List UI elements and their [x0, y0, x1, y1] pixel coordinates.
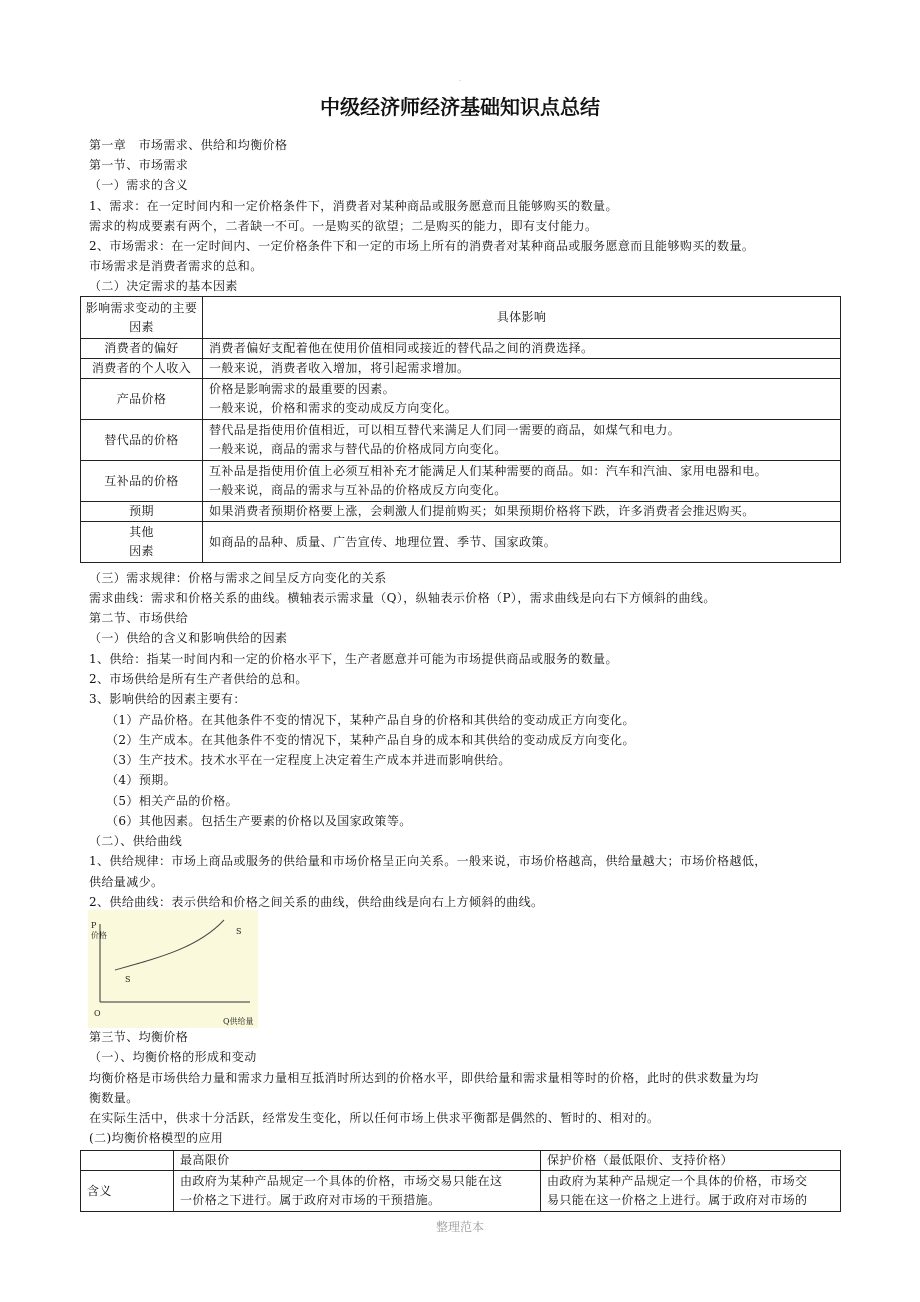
paragraph: 衡数量。 [89, 1091, 139, 1105]
paragraph: 需求曲线：需求和价格关系的曲线。横轴表示需求量（Q），纵轴表示价格（P），需求曲线是向右下方倾斜的曲线。 [89, 591, 716, 605]
paragraph: 1、供给规律：市场上商品或服务的供给量和市场价格呈正向关系。一般来说，市场价格越高，供给量越大；市场价格越低， [89, 854, 767, 868]
list-item: （1）产品价格。在其他条件不变的情况下，某种产品自身的价格和其供给的变动成正方向变化。 [106, 713, 635, 727]
chapter-heading: 第一章 市场需求、供给和均衡价格 [89, 138, 288, 152]
effect-cell: 如果消费者预期价格要上涨，会刺激人们提前购买；如果预期价格将下跌，许多消费者会推迟购买。 [203, 502, 841, 522]
paragraph: 供给量减少。 [89, 875, 164, 889]
subsection-heading: （二）决定需求的基本因素 [89, 279, 238, 293]
cell-line: 一价格之下进行。属于政府对市场的干预措施。 [180, 1193, 441, 1207]
paragraph: 3、影响供给的因素主要有： [89, 692, 246, 706]
header-cell: 影响需求变动的主要因素 [81, 297, 203, 339]
header-mark: . [458, 74, 462, 83]
factor-line: 其他 [129, 525, 154, 539]
factor-cell: 消费者的个人收入 [81, 359, 203, 379]
table-row [81, 359, 841, 379]
list-item: （5）相关产品的价格。 [106, 794, 239, 808]
curve-label-s-lower: S [125, 975, 131, 984]
effect-line: 一般来说，商品的需求与替代品的价格成同方向变化。 [209, 442, 507, 456]
paragraph: 在实际生活中，供求十分活跃，经常发生变化，所以任何市场上供求平衡都是偶然的、暂时的、相对的。 [89, 1111, 660, 1125]
paragraph: 需求的构成要素有两个，二者缺一不可。一是购买的欲望；二是购买的能力，即有支付能力。 [89, 219, 598, 233]
section-heading: 第二节、市场供给 [89, 611, 189, 625]
effect-line: 替代品是指使用价值相近，可以相互替代来满足人们同一需要的商品，如煤气和电力。 [209, 423, 681, 437]
factor-cell: 互补品的价格 [81, 461, 203, 502]
factor-line: 因素 [129, 544, 154, 558]
paragraph: 市场需求是消费者需求的总和。 [89, 259, 263, 273]
demand-factors-table [80, 296, 841, 563]
table-header-row [81, 1151, 841, 1171]
factor-cell: 消费者的偏好 [81, 339, 203, 359]
paragraph: 2、供给曲线：表示供给和价格之间关系的曲线，供给曲线是向右上方倾斜的曲线。 [89, 895, 544, 909]
floor-price-cell [541, 1171, 841, 1212]
header-cell: 最高限价 [174, 1151, 541, 1171]
effect-cell [203, 379, 841, 420]
page-title: 中级经济师经济基础知识点总结 [320, 95, 600, 119]
list-item: （2）生产成本。在其他条件不变的情况下，某种产品自身的成本和其供给的变动成反方向变化。 [106, 733, 635, 747]
table-row [81, 461, 841, 502]
subsection-heading: （一）需求的含义 [89, 178, 189, 192]
y-axis-label-price: 价格 [91, 931, 107, 940]
header-cell: 保护价格（最低限价、支持价格） [541, 1151, 841, 1171]
cell-line: 由政府为某种产品规定一个具体的价格，市场交 [547, 1174, 808, 1188]
effect-line: 价格是影响需求的最重要的因素。 [209, 382, 396, 396]
factor-cell: 产品价格 [81, 379, 203, 420]
table-header-row [81, 297, 841, 339]
effect-cell [203, 461, 841, 502]
table-row [81, 1171, 841, 1212]
supply-curve-svg [88, 910, 258, 1028]
page-footer: 整理范本 [435, 1220, 484, 1234]
factor-cell [81, 522, 203, 563]
factor-cell: 预期 [81, 502, 203, 522]
paragraph: 2、市场需求：在一定时间内、一定价格条件下和一定的市场上所有的消费者对某种商品或服务愿意而且能够购买的数量。 [89, 239, 755, 253]
paragraph: 均衡价格是市场供给力量和需求力量相互抵消时所达到的价格水平，即供给量和需求量相等时的价格，此时的供求数量为均 [89, 1071, 759, 1085]
subsection-heading: （一）供给的含义和影响供给的因素 [89, 631, 288, 645]
effect-line: 互补品是指使用价值上必须互相补充才能满足人们某种需要的商品。如：汽车和汽油、家用电器和电。 [209, 464, 768, 478]
price-control-table [80, 1150, 841, 1212]
list-item: （6）其他因素。包括生产要素的价格以及国家政策等。 [106, 814, 412, 828]
origin-label: O [94, 1009, 101, 1018]
effect-cell: 如商品的品种、质量、广告宣传、地理位置、季节、国家政策。 [203, 522, 841, 563]
header-cell: 具体影响 [203, 297, 841, 339]
paragraph: 2、市场供给是所有生产者供给的总和。 [89, 672, 308, 686]
factor-cell: 替代品的价格 [81, 420, 203, 461]
effect-line: 一般来说，价格和需求的变动成反方向变化。 [209, 401, 458, 415]
paragraph: 1、供给：指某一时间内和一定的价格水平下，生产者愿意并可能为市场提供商品或服务的数量。 [89, 652, 618, 666]
y-axis-label-p: P [91, 921, 97, 930]
subsection-heading: （三）需求规律：价格与需求之间呈反方向变化的关系 [89, 571, 387, 585]
cell-line: 由政府为某种产品规定一个具体的价格，市场交易只能在这 [180, 1174, 503, 1188]
list-item: （4）预期。 [106, 773, 177, 787]
curve-label-s-upper: S [236, 927, 242, 936]
x-axis-label: Q供给量 [223, 1017, 254, 1026]
effect-line: 一般来说，商品的需求与互补品的价格成反方向变化。 [209, 483, 507, 497]
effect-cell: 一般来说，消费者收入增加，将引起需求增加。 [203, 359, 841, 379]
supply-curve [115, 920, 224, 970]
header-cell [81, 1151, 174, 1171]
ceiling-price-cell [174, 1171, 541, 1212]
table-row [81, 379, 841, 420]
paragraph: 1、需求：在一定时间内和一定价格条件下，消费者对某种商品或服务愿意而且能够购买的数量。 [89, 199, 618, 213]
row-label-cell: 含义 [81, 1171, 174, 1212]
list-item: （3）生产技术。技术水平在一定程度上决定着生产成本并进而影响供给。 [106, 753, 511, 767]
section-heading: 第三节、均衡价格 [89, 1030, 189, 1044]
table-row [81, 502, 841, 522]
effect-cell: 消费者偏好支配着他在使用价值相同或接近的替代品之间的消费选择。 [203, 339, 841, 359]
subsection-heading: （一）、均衡价格的形成和变动 [89, 1050, 257, 1064]
table-row [81, 420, 841, 461]
section-heading: 第一节、市场需求 [89, 158, 189, 172]
cell-line: 易只能在这一价格之上进行。属于政府对市场的 [547, 1193, 808, 1207]
supply-curve-chart [88, 910, 258, 1028]
subsection-heading: （二）、供给曲线 [89, 834, 183, 848]
effect-cell [203, 420, 841, 461]
table-row [81, 339, 841, 359]
table-row [81, 522, 841, 563]
subsection-heading: (二)均衡价格模型的应用 [89, 1131, 224, 1145]
